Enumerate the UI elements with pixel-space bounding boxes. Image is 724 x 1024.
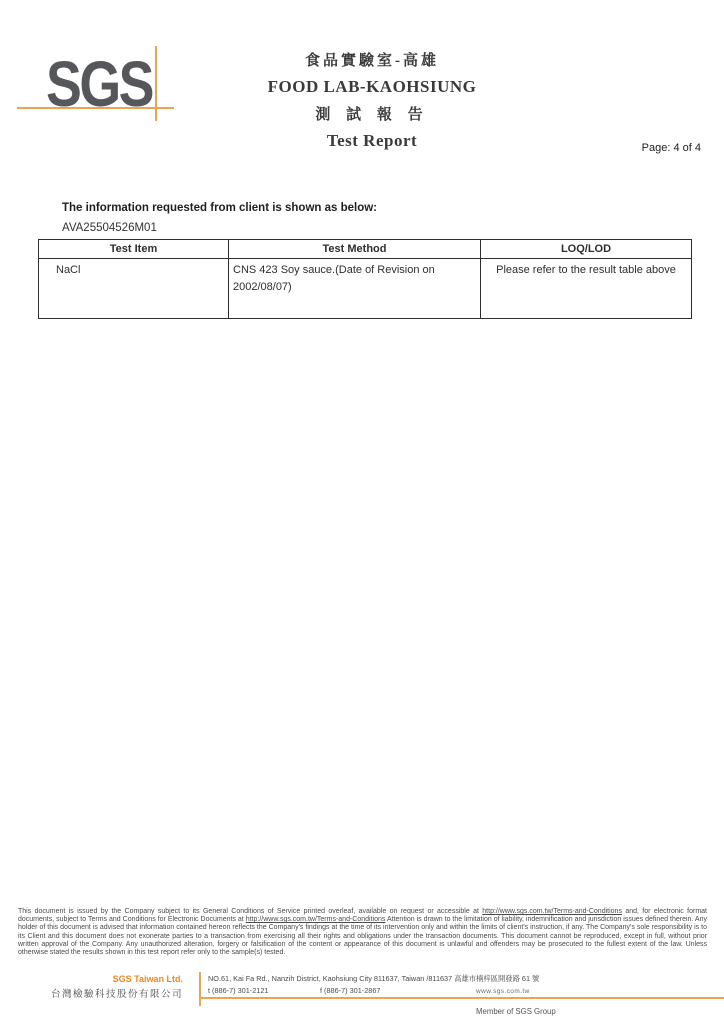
terms-link-1[interactable]: http://www.sgs.com.tw/Terms-and-Conditions <box>482 908 622 915</box>
report-title-zh: 測 試 報 告 <box>315 107 429 123</box>
legal-part-1: This document is issued by the Company subject to its General Conditions of Service printed overleaf, available on request or accessible at <box>18 908 483 915</box>
company-name-en: SGS Taiwan Ltd. <box>112 974 183 984</box>
table-header-test-item: Test Item <box>39 240 229 259</box>
footer-tel: t (886-7) 301-2121 <box>208 986 269 995</box>
sgs-logo-text: SGS <box>46 48 152 120</box>
legal-part-3: Attention is drawn to the limitation of liability, indemnification and jurisdiction issues defined therein. Any holder of this document is advised that information contained hereon reflects the Company's findings at the time of its intervention only and within the limits of client's instruction, if any. The Company's sole responsibility is to its Client and this document does not exonerate parties to a transaction from exercising all their rights and obligations under the transaction documents. This document cannot be reproduced, except in full, without prior written approval of the Company. Any unauthorized alteration, forgery or falsification of the content or appearance of this document is unlawful and offenders may be prosecuted to the fullest extent of the law. Unless otherwise stated the results shown in this test report refer only to the sample(s) tested. <box>18 916 707 957</box>
footer-fax: f (886-7) 301-2867 <box>320 986 381 995</box>
legal-part-2: and, for electronic format documents, subject to Terms and Conditions for Electronic Documents at <box>18 908 707 924</box>
sample-id: AVA25504526M01 <box>62 222 157 234</box>
lab-title-en: FOOD LAB-KAOHSIUNG <box>267 77 477 96</box>
table-header-loq-lod: LOQ/LOD <box>481 240 692 259</box>
logo-vertical-line <box>155 46 157 121</box>
table-row <box>39 259 692 319</box>
website-url: www.sgs.com.tw <box>476 988 530 995</box>
page-number: Page: 4 of 4 <box>641 142 701 154</box>
legal-text <box>18 908 707 957</box>
cell-loq-lod: Please refer to the result table above <box>481 259 692 319</box>
table-header-test-method: Test Method <box>229 240 481 259</box>
cell-test-method: CNS 423 Soy sauce.(Date of Revision on 2002/08/07) <box>229 259 481 319</box>
cell-test-item: NaCl <box>39 259 229 319</box>
terms-link-2[interactable]: http://www.sgs.com.tw/Terms-and-Conditions <box>245 916 386 924</box>
intro-text: The information requested from client is shown as below: <box>62 202 378 214</box>
company-name-zh: 台灣檢驗科技股份有限公司 <box>50 990 183 1000</box>
report-title-en: Test Report <box>326 131 418 150</box>
footer-address: NO.61, Kai Fa Rd., Nanzih District, Kaohsiung City 811637, Taiwan /811637 高雄市楠梓區開發路 61 號 <box>208 974 540 983</box>
member-of-sgs-group: Member of SGS Group <box>476 1007 556 1016</box>
lab-title-zh: 食品實驗室-高雄 <box>305 53 439 69</box>
footer-horizontal-divider <box>199 997 724 999</box>
table-header-row <box>39 240 692 259</box>
results-table <box>38 239 692 319</box>
footer-vertical-divider <box>199 972 201 1006</box>
